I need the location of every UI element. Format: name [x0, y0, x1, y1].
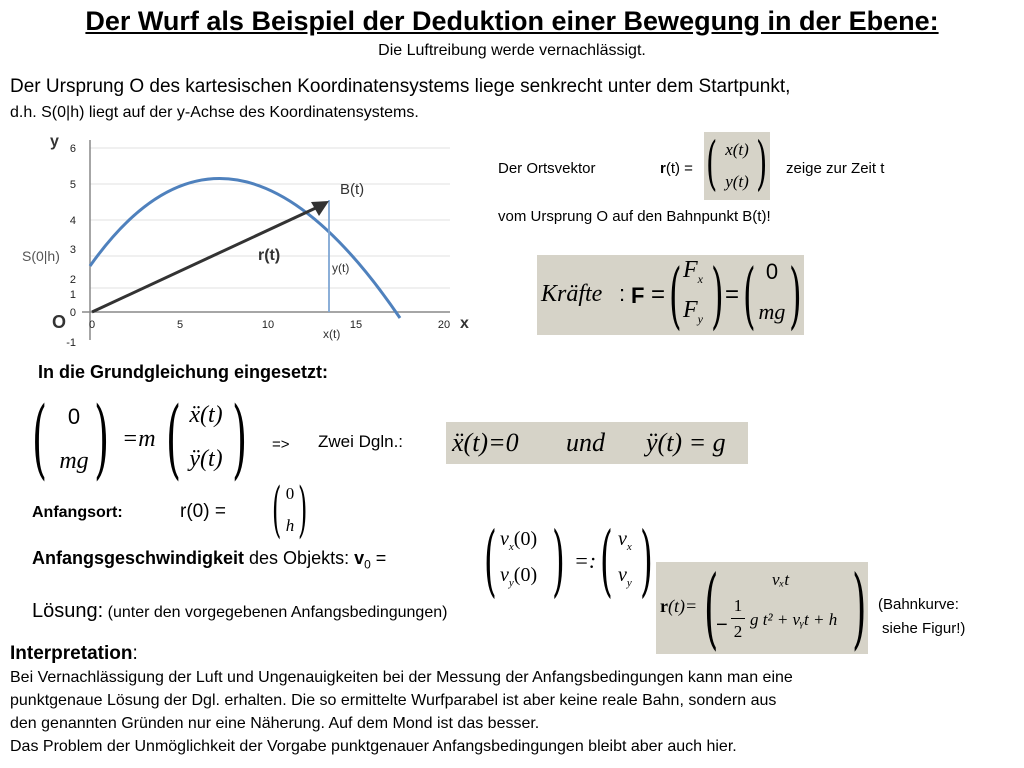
- loesung-label: Lösung:: [32, 600, 104, 622]
- anfangsgeschw-label: [32, 548, 386, 572]
- y-tick-5: 5: [69, 179, 76, 191]
- grund-equation: [32, 389, 262, 489]
- ag-bottom2: [618, 564, 632, 589]
- kraefte-word: Kräfte: [541, 281, 603, 307]
- dgl-equations: [446, 422, 748, 464]
- anfangsgeschw-bold: Anfangsgeschwindigkeit: [32, 548, 245, 568]
- anfangsort-vector: [272, 475, 308, 545]
- grund-paren-r2: ): [232, 389, 248, 489]
- ag-bottom-sub: y: [508, 577, 514, 589]
- ortsvektor-y: y(t): [725, 172, 749, 191]
- ag-top-sub: x: [508, 541, 514, 553]
- dgl-und: und: [566, 428, 605, 457]
- ag-paren-r1: ): [552, 516, 565, 606]
- page-title: Der Wurf als Beispiel der Deduktion einer Bewegung in der Ebene:: [85, 6, 939, 36]
- ag-top-v: v: [500, 528, 509, 550]
- ortsvektor-paren-right: ): [756, 129, 768, 197]
- loesung-rest: g t² + vᵧt + h: [750, 610, 838, 629]
- x-tick-5: 5: [176, 319, 184, 331]
- anfangsgeschw-rest: des Objekts:: [244, 548, 355, 568]
- anfangsort-top: 0: [285, 484, 295, 503]
- y-axis-label: y: [50, 133, 59, 150]
- loesung-num: 1: [733, 596, 743, 615]
- grund-zwei-dgln: Zwei Dgln.:: [318, 432, 404, 451]
- grund-left-top: 0: [67, 404, 81, 429]
- interpretation-line-3: den genannten Gründen nur eine Näherung. Auf dem Mond ist das besser.: [10, 715, 540, 732]
- kraefte-eq-2: =: [725, 281, 740, 308]
- loesung-r-symbol: r: [660, 596, 668, 616]
- anfangsort-label: Anfangsort:: [32, 504, 123, 521]
- grund-paren-r1: ): [94, 389, 110, 489]
- kraefte-Fy-symbol: F: [683, 297, 698, 323]
- ag-top2-sub: x: [626, 541, 632, 553]
- loesung-r-arg: (t)=: [668, 596, 698, 616]
- interpretation-line-4: Das Problem der Unmöglichkeit der Vorgabe punktgenauer Anfangsbedingungen bleibt aber auch hier.: [10, 738, 737, 755]
- y-tick-2: 2: [69, 274, 76, 286]
- point-b-label: B(t): [340, 181, 365, 198]
- x-axis-label: x: [460, 315, 469, 332]
- ag-top2: [618, 528, 632, 553]
- vector-label: r(t): [258, 247, 281, 264]
- ortsvektor-matrix: [704, 129, 770, 200]
- interpretation-heading-text: Interpretation: [10, 643, 133, 664]
- origin-label: O: [52, 312, 67, 332]
- interpretation-line-1: Bei Vernachlässigung der Luft und Ungenauigkeiten bei der Messung der Anfangsbedingungen kann man eine: [10, 669, 793, 686]
- loesung-top: vₓt: [772, 570, 790, 589]
- ortsvektor-prefix: Der Ortsvektor: [498, 160, 596, 177]
- ag-paren-l2: (: [600, 516, 613, 606]
- ag-paren-l1: (: [484, 516, 497, 606]
- kraefte-equation: [537, 255, 804, 335]
- ag-defeq: =:: [574, 548, 597, 573]
- grund-paren-l1: (: [32, 389, 48, 489]
- dgl-y: ÿ(t) = g: [646, 428, 726, 457]
- ag-bottom: [500, 564, 537, 589]
- kraefte-paren-l2: (: [743, 253, 756, 337]
- interpretation-colon: :: [132, 643, 138, 664]
- kraefte-paren-r1: ): [711, 253, 724, 337]
- intro-line-1: Der Ursprung O des kartesischen Koordinatensystems liege senkrecht unter dem Startpunkt,: [10, 76, 791, 97]
- grund-right-top: ẍ(t): [189, 402, 223, 428]
- trajectory-curve: [90, 178, 400, 318]
- ortsvektor-x: x(t): [725, 140, 749, 159]
- interpretation-heading: [10, 643, 138, 665]
- loesung-line: [32, 600, 447, 623]
- kraefte-Fy-sub: y: [697, 311, 703, 326]
- kraefte-Fx: [683, 257, 703, 287]
- loesung-paren-right: ): [852, 556, 867, 659]
- kraefte-colon: :: [619, 281, 626, 306]
- ag-top-arg: (0): [513, 528, 538, 550]
- grund-right-bottom: ÿ(t): [189, 446, 223, 472]
- grund-paren-l2: (: [166, 389, 182, 489]
- y-tick-1: 1: [69, 289, 76, 301]
- page-subtitle: Die Luftreibung werde vernachlässigt.: [378, 42, 646, 59]
- y-tick-3: 3: [69, 244, 76, 256]
- grund-heading: In die Grundgleichung eingesetzt:: [38, 362, 329, 382]
- y-tick-minus-1: -1: [66, 337, 76, 349]
- interpretation-line-2: punktgenaue Lösung der Dgl. erhalten. Die so ermittelte Wurfparabel ist aber keine reale Bahn, sondern aus: [10, 692, 777, 709]
- x-tick-10: 10: [261, 319, 275, 331]
- loesung-equation: [656, 556, 868, 659]
- kraefte-top: 0: [765, 259, 779, 284]
- bahnkurve-line-1: (Bahnkurve:: [878, 596, 959, 613]
- ortsvektor-paren-left: (: [706, 129, 718, 197]
- ortsvektor-r: [660, 160, 693, 177]
- kraefte-Fx-sub: x: [697, 271, 703, 286]
- anfangsort-paren-left: (: [272, 475, 282, 545]
- ortsvektor-r-symbol: r: [660, 160, 666, 177]
- anfangsgeschw-vectors: [484, 516, 664, 606]
- y-tick-4: 4: [69, 215, 76, 227]
- bahnkurve-line-2: siehe Figur!): [882, 620, 966, 637]
- kraefte-bottom: mg: [758, 299, 786, 324]
- x-tick-0: 0: [88, 319, 96, 331]
- loesung-note: (unter den vorgegebenen Anfangsbedingungen): [103, 604, 448, 621]
- ortsvektor-r-arg: (t) =: [665, 160, 693, 177]
- kraefte-paren-r2: ): [789, 253, 802, 337]
- kraefte-F: F: [631, 283, 645, 308]
- intro-line-2: d.h. S(0|h) liegt auf der y-Achse des Koordinatensystems.: [10, 104, 419, 121]
- ag-bottom-arg: (0): [513, 564, 538, 586]
- ortsvektor-line-2: vom Ursprung O auf den Bahnpunkt B(t)!: [498, 208, 771, 225]
- loesung-den: 2: [733, 622, 743, 641]
- grund-arrow: =>: [272, 436, 290, 453]
- loesung-minus: −: [716, 614, 728, 636]
- x-tick-15: 15: [349, 319, 363, 331]
- ag-top2-v: v: [618, 528, 627, 550]
- anfangsort-expr: r(0) =: [180, 501, 226, 522]
- xt-label: x(t): [323, 327, 341, 341]
- y-tick-0: 0: [69, 307, 76, 319]
- yt-label: y(t): [332, 261, 350, 275]
- anfangsgeschw-v: v: [354, 548, 365, 568]
- anfangsgeschw-v-sub: 0: [364, 557, 371, 572]
- grund-eq-m: =m: [122, 426, 156, 452]
- y-tick-6: 6: [69, 143, 76, 155]
- kraefte-paren-l1: (: [669, 253, 682, 337]
- ag-bottom-v: v: [500, 564, 509, 586]
- start-point-label: S(0|h): [22, 248, 60, 264]
- loesung-frac-bar: [731, 618, 745, 619]
- ag-bottom2-v: v: [618, 564, 627, 586]
- ag-bottom2-sub: y: [626, 577, 632, 589]
- grund-left-bottom: mg: [59, 448, 89, 474]
- trajectory-figure: [20, 128, 480, 358]
- ag-paren-r2: ): [640, 516, 653, 606]
- dgl-x: ẍ(t)=0: [452, 428, 519, 457]
- kraefte-eq-1: =: [651, 281, 666, 308]
- loesung-paren-left: (: [704, 556, 719, 659]
- anfangsort-paren-right: ): [298, 475, 308, 545]
- ag-top: [500, 528, 537, 553]
- x-tick-20: 20: [437, 319, 451, 331]
- kraefte-Fy: [683, 297, 703, 327]
- anfangsort-bottom: h: [285, 516, 295, 535]
- ortsvektor-suffix: zeige zur Zeit t: [786, 160, 885, 177]
- kraefte-Fx-symbol: F: [683, 257, 698, 283]
- loesung-r: [660, 596, 697, 617]
- anfangsgeschw-eq: =: [370, 548, 387, 568]
